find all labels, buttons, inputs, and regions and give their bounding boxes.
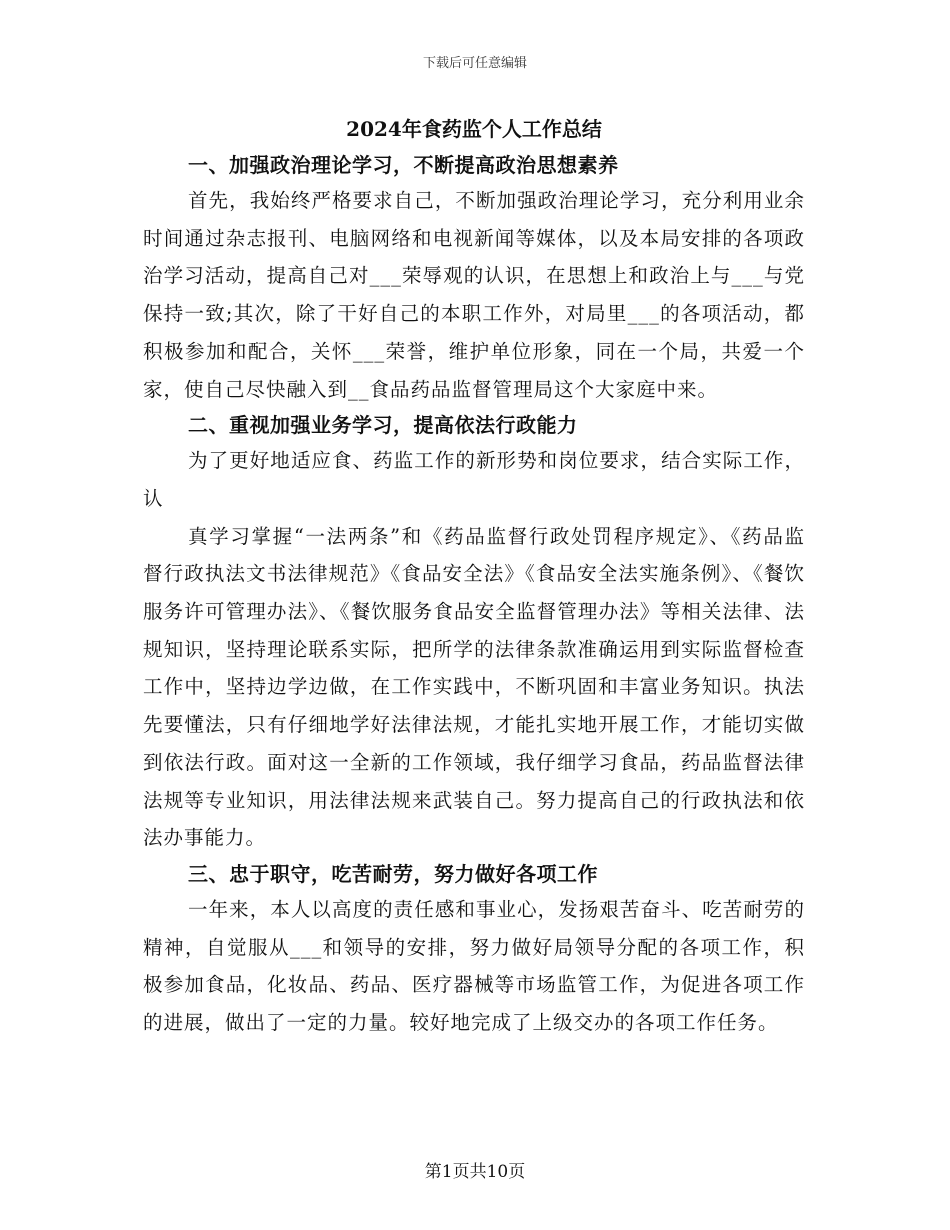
page-footer: 第1页共10页 — [424, 1162, 526, 1182]
section-heading-2: 二、重视加强业务学习，提高依法行政能力 — [188, 413, 578, 438]
section-2-paragraph-1: 为了更好地适应食、药监工作的新形势和岗位要求，结合实际工作，认 — [143, 449, 805, 510]
header-note: 下载后可任意编辑 — [422, 56, 527, 71]
section-heading-1: 一、加强政治理论学习，不断提高政治思想素养 — [188, 153, 619, 177]
section-heading-3: 三、忠于职守，吃苦耐劳，努力做好各项工作 — [188, 861, 598, 886]
document-title: 2024年食药监个人工作总结 — [346, 117, 602, 141]
section-1-paragraph-1: 首先，我始终严格要求自己，不断加强政治理论学习，充分利用业余时间通过杂志报刊、电脑网络和电视新闻等媒体，以及本局安排的各项政治学习活动，提高自己对___荣辱观的认识，在思想上和政治上与___与党保持一致;其次，除了干好自己的本职工作外，对局里___的各项活动，都积极参加和配合，关怀___荣誉，维护单位形象，同在一个局，共爱一个家，使自己尽快融入到__食品药品监督管理局这个大家庭中来。 — [143, 189, 805, 401]
section-2-paragraph-2: 真学习掌握“一法两条”和《药品监督行政处罚程序规定》、《药品监督行政执法文书法律规范》《食品安全法》《食品安全法实施条例》、《餐饮服务许可管理办法》、《餐饮服务食品安全监督管理办法》等相关法律、法规知识，坚持理论联系实际，把所学的法律条款准确运用到实际监督检查工作中，坚持边学边做，在工作实践中，不断巩固和丰富业务知识。执法先要懂法，只有仔细地学好法律法规，才能扎实地开展工作，才能切实做到依法行政。面对这一全新的工作领域，我仔细学习食品，药品监督法律法规等专业知识，用法律法规来武装自己。努力提高自己的行政执法和依法办事能力。 — [143, 524, 805, 850]
section-3-paragraph-1: 一年来，本人以高度的责任感和事业心，发扬艰苦奋斗、吃苦耐劳的精神，自觉服从___和领导的安排，努力做好局领导分配的各项工作，积极参加食品，化妆品、药品、医疗器械等市场监管工作，为促进各项工作的进展，做出了一定的力量。较好地完成了上级交办的各项工作任务。 — [143, 897, 805, 1035]
document-body — [143, 112, 805, 1042]
